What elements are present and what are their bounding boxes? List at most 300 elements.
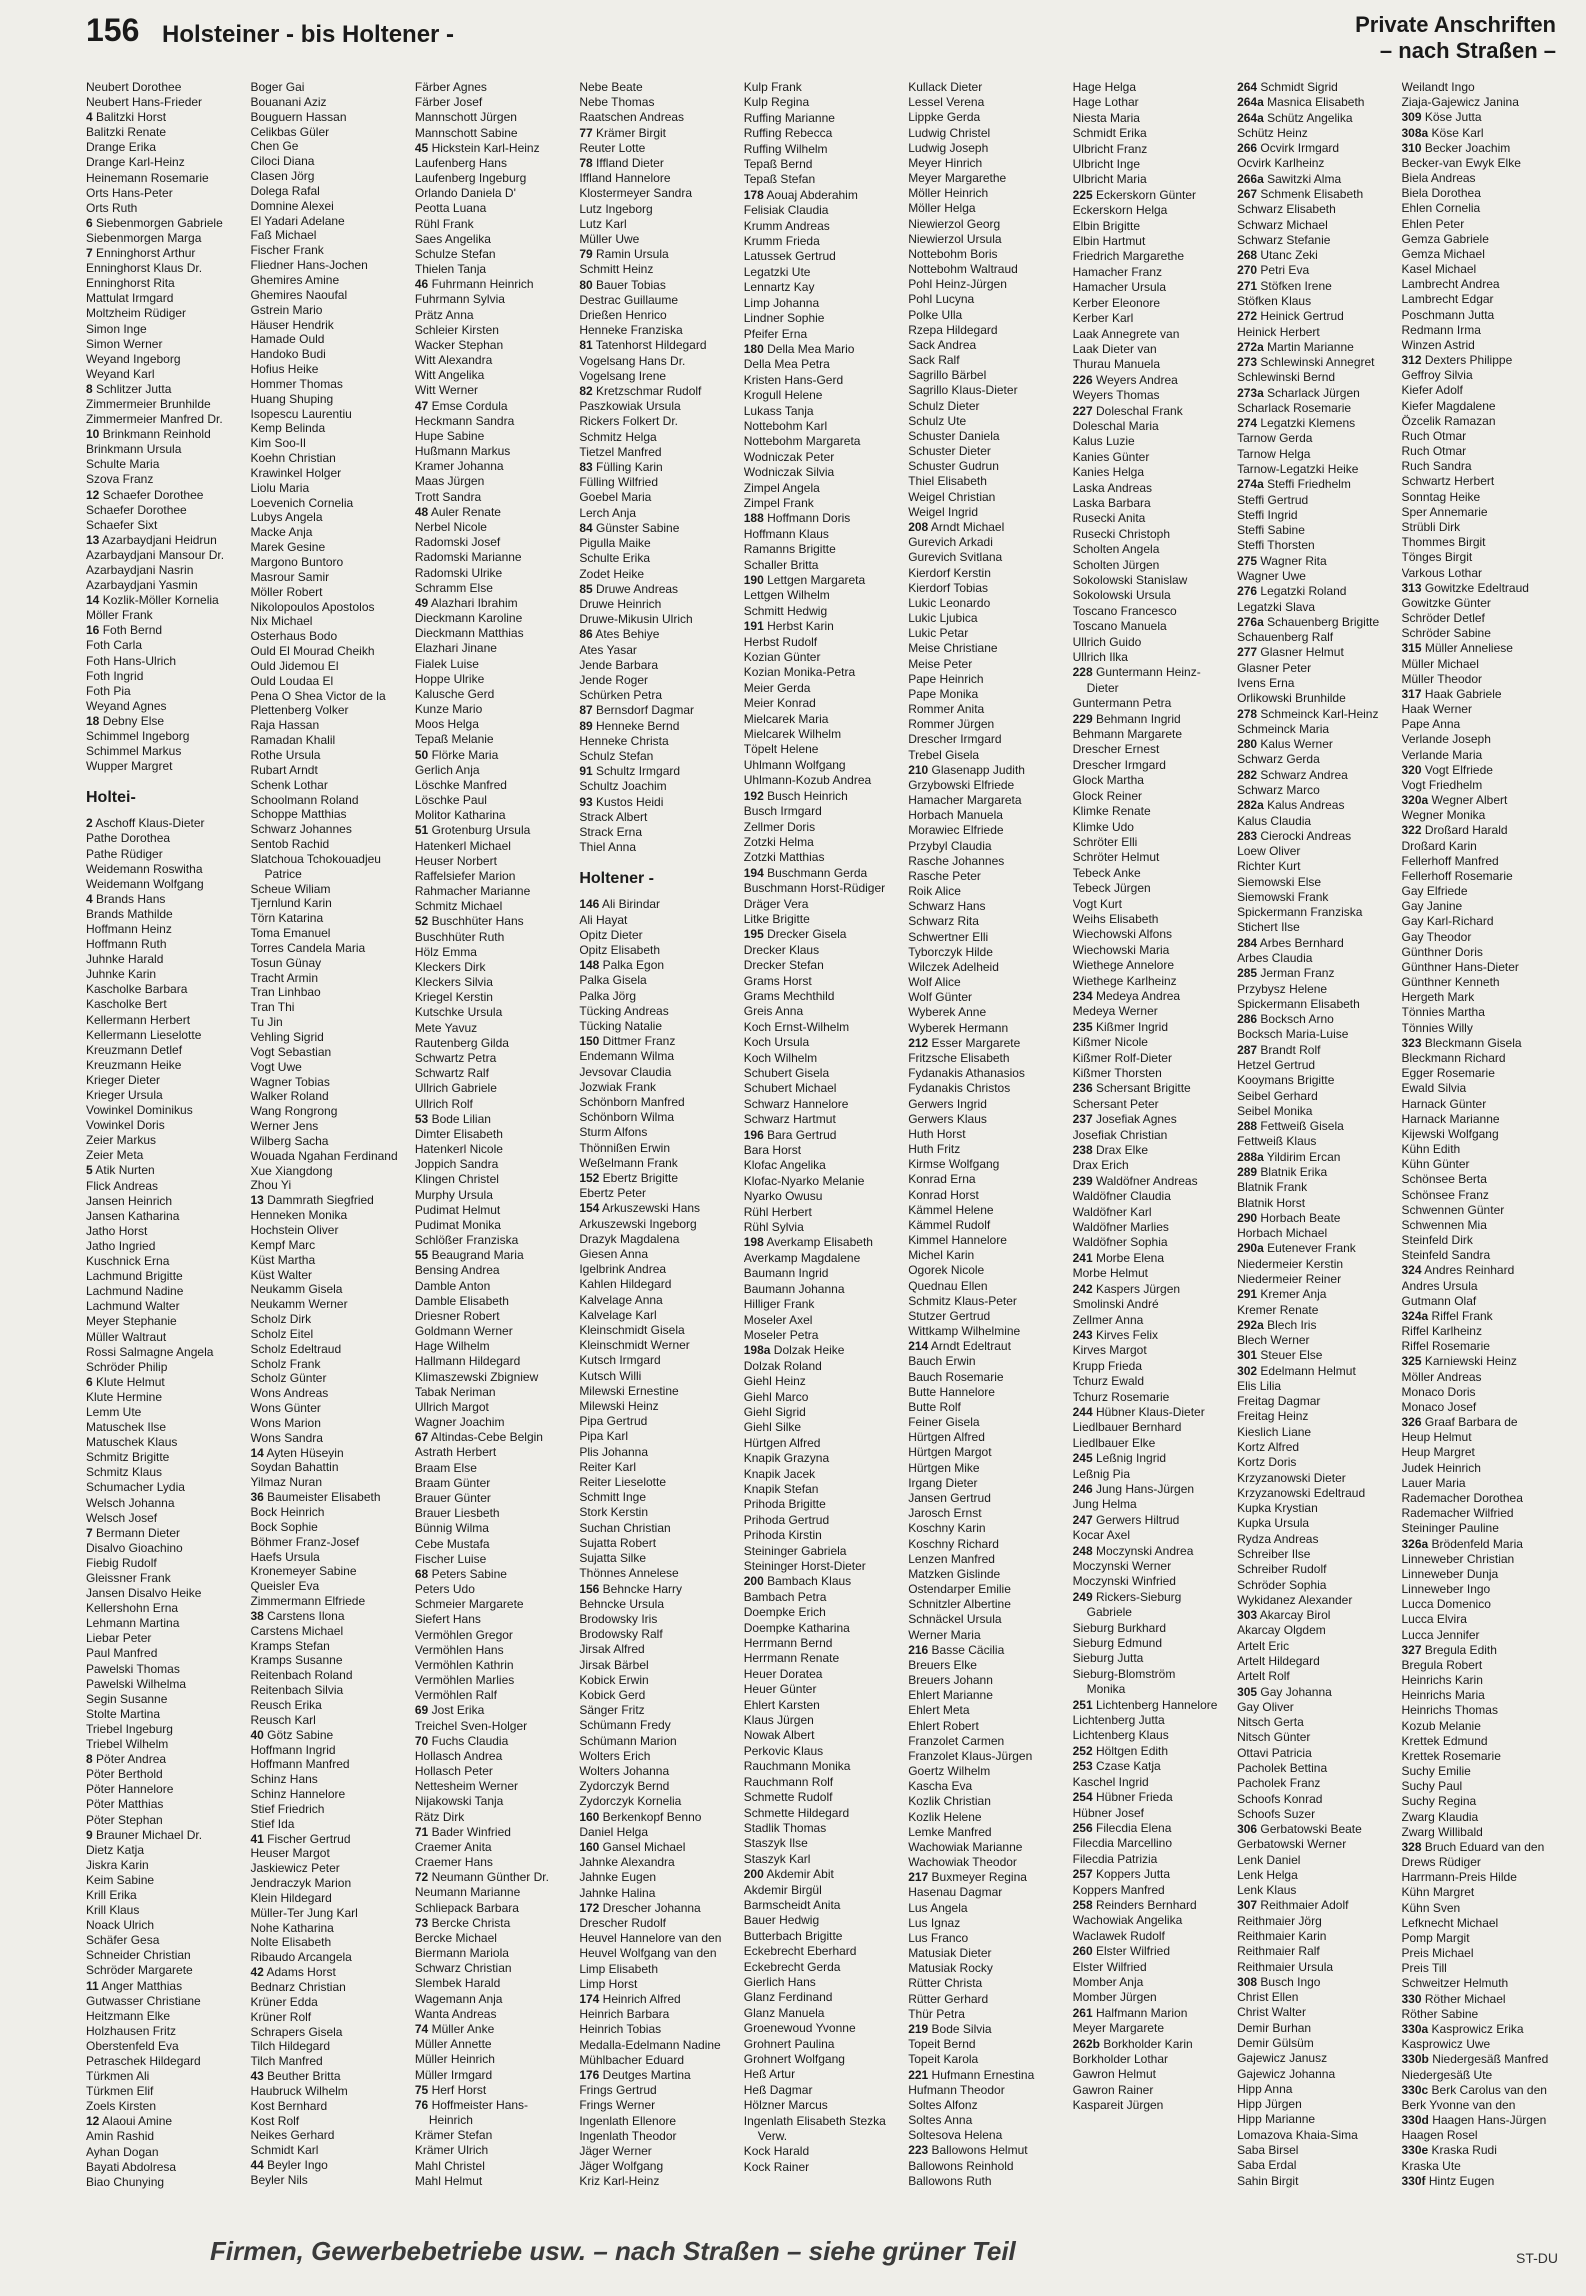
house-number: 326a bbox=[1401, 1536, 1429, 1551]
listing-entry: Daniel Helga bbox=[579, 1824, 649, 1839]
listing-entry: 283 Cierocki Andreas bbox=[1237, 828, 1352, 843]
listing-entry: Akdemir Birgül bbox=[743, 1882, 822, 1897]
listing-entry: Pudimat Monika bbox=[414, 1217, 501, 1232]
listing-entry: Pathe Rüdiger bbox=[86, 846, 163, 861]
listing-entry: 249 Rickers-Sieburg bbox=[1072, 1589, 1182, 1604]
house-number: 245 bbox=[1072, 1451, 1093, 1466]
listing-entry: Varkous Lothar bbox=[1401, 565, 1482, 580]
listing-entry: Hoffmann Klaus bbox=[743, 526, 829, 541]
listing-entry: Rautenberg Gilda bbox=[414, 1035, 509, 1050]
listing-entry: Doleschal Maria bbox=[1072, 418, 1159, 433]
listing-entry: 44 Beyler Ingo bbox=[250, 2158, 328, 2173]
listing-entry: Lukic Petar bbox=[908, 626, 969, 641]
listing-entry: Kobick Erwin bbox=[579, 1672, 649, 1687]
listing-entry: Hoffmann Manfred bbox=[250, 1757, 350, 1772]
listing-entry: Krzyzanowski Edeltraud bbox=[1237, 1485, 1366, 1500]
listing-entry: Milewski Ernestine bbox=[579, 1383, 679, 1398]
listing-entry: Steininger Gabriela bbox=[743, 1543, 847, 1558]
house-number: 308a bbox=[1401, 125, 1429, 140]
listing-entry: Tönges Birgit bbox=[1401, 550, 1473, 565]
listing-entry: Steininger Horst-Dieter bbox=[743, 1559, 866, 1573]
listing-entry: Behmann Margarete bbox=[1072, 727, 1183, 742]
listing-entry: Stolte Martina bbox=[86, 1706, 161, 1721]
listing-entry: Redmann Irma bbox=[1401, 322, 1481, 337]
house-number: 302 bbox=[1237, 1363, 1258, 1378]
listing-entry: Braam Günter bbox=[414, 1475, 491, 1490]
house-number: 253 bbox=[1072, 1759, 1093, 1774]
listing-entry: Craemer Hans bbox=[414, 1855, 493, 1870]
house-number: 7 bbox=[86, 1525, 93, 1540]
listing-entry: Jirsak Bärbel bbox=[579, 1657, 649, 1672]
house-number: 248 bbox=[1072, 1543, 1093, 1558]
listing-entry: Harrmann-Preis Hilde bbox=[1401, 1870, 1517, 1885]
listing-entry: Artelt Rolf bbox=[1237, 1669, 1290, 1684]
listing-entry: Bünnig Wilma bbox=[414, 1521, 489, 1536]
listing-entry: Drange Karl-Heinz bbox=[86, 155, 185, 170]
section-heading-line2: – nach Straßen – bbox=[1379, 38, 1556, 63]
house-number: 160 bbox=[579, 1809, 600, 1824]
listing-entry: Pape Monika bbox=[908, 686, 979, 701]
listing-entry: Wagner Tobias bbox=[250, 1074, 330, 1089]
listing-entry: Schwarz Hans bbox=[908, 899, 986, 914]
house-number: 91 bbox=[579, 764, 593, 779]
listing-entry: Zydorczyk Kornelia bbox=[579, 1794, 682, 1809]
listing-entry: Tabak Neriman bbox=[414, 1384, 496, 1399]
listing-entry: Weyand Karl bbox=[86, 366, 155, 381]
listing-entry: Schoppe Matthias bbox=[250, 807, 347, 822]
listing-entry: Schröter Elli bbox=[1072, 834, 1138, 849]
listing-entry: Schmitt Hedwig bbox=[743, 603, 828, 618]
listing-entry: Pena O Shea Victor de la bbox=[250, 688, 386, 703]
listing-entry-continuation: Gabriele bbox=[1086, 1605, 1132, 1620]
listing-entry: Ghemires Naoufal bbox=[250, 287, 348, 302]
listing-entry: Schultz Joachim bbox=[579, 779, 667, 794]
listing-entry: Molitor Katharina bbox=[414, 808, 506, 823]
listing-entry: 301 Steuer Else bbox=[1237, 1348, 1323, 1363]
street-group-title: Holtei- bbox=[86, 789, 136, 807]
listing-entry: 221 Hufmann Ernestina bbox=[908, 2067, 1035, 2082]
listing-entry: 238 Drax Elke bbox=[1072, 1143, 1149, 1158]
listing-entry: Haubruck Wilhelm bbox=[250, 2083, 348, 2098]
listing-entry: Seibel Monika bbox=[1237, 1103, 1313, 1118]
listing-entry: Hamacher Margareta bbox=[908, 793, 1022, 808]
listing-entry: Peotta Luana bbox=[414, 201, 487, 216]
listing-entry: Reithmaier Ralf bbox=[1237, 1944, 1320, 1959]
listing-entry: 264a Masnica Elisabeth bbox=[1237, 95, 1365, 110]
listing-entry: Greis Anna bbox=[743, 1004, 804, 1019]
house-number: 312 bbox=[1401, 353, 1422, 368]
listing-entry: 330e Kraska Rudi bbox=[1401, 2143, 1497, 2158]
listing-entry: Frings Gertrud bbox=[579, 2083, 657, 2098]
house-number: 252 bbox=[1072, 1743, 1093, 1758]
house-number: 5 bbox=[86, 1163, 93, 1178]
listing-entry: Gay Theodor bbox=[1401, 929, 1472, 944]
listing-entry: Wupper Margret bbox=[86, 759, 173, 774]
listing-entry: Dieckmann Matthias bbox=[414, 626, 524, 641]
house-number: 210 bbox=[908, 762, 929, 777]
listing-entry: Pfeifer Erna bbox=[743, 326, 808, 341]
listing-entry: Felisiak Claudia bbox=[743, 203, 829, 218]
listing-entry: 276 Legatzki Roland bbox=[1237, 584, 1347, 599]
listing-entry: Lucca Jennifer bbox=[1401, 1627, 1480, 1642]
house-number: 87 bbox=[579, 703, 593, 718]
listing-entry: Knapik Grazyna bbox=[743, 1451, 830, 1466]
listing-entry: 303 Akarcay Birol bbox=[1237, 1608, 1331, 1623]
listing-entry: Linneweber Dunja bbox=[1401, 1566, 1499, 1581]
listing-entry: Rätz Dirk bbox=[414, 1809, 465, 1824]
listing-entry: Rommer Jürgen bbox=[908, 717, 995, 732]
listing-entry: Staszyk Karl bbox=[743, 1851, 811, 1866]
house-number: 276a bbox=[1237, 614, 1264, 629]
listing-entry: Krogull Helene bbox=[743, 388, 823, 403]
listing-entry: Reithmaier Jörg bbox=[1237, 1913, 1322, 1928]
listing-entry: Gajewicz Johanna bbox=[1237, 2066, 1336, 2081]
house-number: 267 bbox=[1237, 186, 1258, 201]
house-number: 188 bbox=[743, 511, 764, 526]
listing-entry: 322 Droßard Harald bbox=[1401, 823, 1508, 838]
listing-entry: Kobick Gerd bbox=[579, 1687, 646, 1702]
listing-entry: Müller Annette bbox=[414, 2037, 492, 2052]
listing-entry: Ulbricht Maria bbox=[1072, 172, 1147, 187]
listing-entry: Bambach Petra bbox=[743, 1589, 827, 1604]
house-number: 74 bbox=[414, 2022, 429, 2036]
listing-entry: Kupka Krystian bbox=[1237, 1501, 1318, 1516]
listing-entry: Schulte Erika bbox=[579, 551, 651, 566]
listing-entry: Reiter Karl bbox=[579, 1459, 636, 1474]
listing-entry: Häuser Hendrik bbox=[250, 317, 334, 332]
listing-entry: Zodet Heike bbox=[579, 566, 645, 581]
listing-entry: 248 Moczynski Andrea bbox=[1072, 1543, 1194, 1558]
listing-entry: 196 Bara Gertrud bbox=[743, 1127, 837, 1142]
listing-entry: Thurau Manuela bbox=[1072, 357, 1161, 372]
house-number: 176 bbox=[579, 2068, 600, 2082]
listing-entry: Ziaja-Gajewicz Janina bbox=[1401, 95, 1519, 110]
listing-entry: 83 Fülling Karin bbox=[579, 460, 663, 475]
footer-note: Firmen, Gewerbebetriebe usw. – nach Straßen – siehe grüner Teil bbox=[210, 2236, 1016, 2266]
listing-entry: Tyborczyk Hilde bbox=[908, 944, 993, 959]
listing-entry: Mattulat Irmgard bbox=[86, 291, 174, 306]
listing-entry: Stichert Ilse bbox=[1237, 920, 1300, 935]
listing-entry: Hollasch Peter bbox=[414, 1764, 493, 1779]
listing-entry: Wagner Uwe bbox=[1237, 569, 1306, 583]
listing-entry: 178 Aouaj Abderahim bbox=[743, 187, 858, 202]
listing-entry: Heinrichs Thomas bbox=[1401, 1703, 1498, 1718]
listing-entry: 43 Beuther Britta bbox=[250, 2069, 341, 2084]
listing-entry: Hoffmann Ruth bbox=[86, 937, 167, 952]
listing-entry: Waldöfner Sophia bbox=[1072, 1235, 1168, 1250]
listing-entry: 190 Lettgen Margareta bbox=[743, 573, 866, 587]
listing-entry: Moseler Petra bbox=[743, 1327, 819, 1342]
listing-entry: Bercke Michael bbox=[414, 1930, 497, 1945]
listing-entry: Bauch Rosemarie bbox=[908, 1369, 1004, 1384]
listing-entry: Biao Chunying bbox=[86, 2174, 165, 2189]
listing-entry: Hupe Sabine bbox=[414, 428, 485, 443]
house-number: 282 bbox=[1237, 767, 1258, 782]
listing-entry: Siefert Hans bbox=[414, 1612, 481, 1627]
listing-entry: 276a Schauenberg Brigitte bbox=[1237, 614, 1380, 629]
listing-entry: 75 Herf Horst bbox=[414, 2082, 487, 2097]
listing-entry: Wilberg Sacha bbox=[250, 1133, 329, 1148]
listing-entry: Kozian Günter bbox=[743, 650, 821, 665]
listing-entry: Zotzki Helma bbox=[743, 834, 814, 849]
listing-entry: Guntermann Petra bbox=[1072, 696, 1172, 711]
listing-entry: Weidemann Roswitha bbox=[86, 861, 203, 876]
house-number: 14 bbox=[250, 1445, 264, 1460]
listing-entry: Kascholke Bert bbox=[86, 997, 167, 1012]
listing-entry: Segin Susanne bbox=[86, 1691, 168, 1706]
listing-entry: Schwarz Hannelore bbox=[743, 1096, 849, 1111]
listing-entry: Brodowsky Ralf bbox=[579, 1627, 663, 1642]
listing-entry: Egger Rosemarie bbox=[1401, 1066, 1495, 1081]
listing-entry: 14 Kozlik-Möller Kornelia bbox=[86, 593, 219, 608]
listing-entry: Weßelmann Frank bbox=[579, 1155, 678, 1170]
listing-entry: Balitzki Renate bbox=[86, 125, 167, 140]
listing-entry: Gerlich Anja bbox=[414, 762, 480, 777]
listing-entry: Legatzki Slava bbox=[1237, 599, 1316, 614]
listing-entry: Ruffing Wilhelm bbox=[743, 141, 828, 156]
listing-entry: Bock Sophie bbox=[250, 1519, 318, 1534]
listing-entry: Hilliger Frank bbox=[743, 1297, 815, 1312]
listing-entry: 275 Wagner Rita bbox=[1237, 553, 1327, 568]
listing-entry: Jende Barbara bbox=[579, 657, 659, 672]
listing-entry: 235 Kißmer Ingrid bbox=[1072, 1019, 1169, 1034]
listing-entry: 146 Ali Birindar bbox=[579, 897, 661, 912]
listing-entry: Breuers Johann bbox=[908, 1673, 993, 1688]
listing-entry: Freitag Heinz bbox=[1237, 1409, 1309, 1424]
listing-entry: Franzolet Klaus-Jürgen bbox=[908, 1748, 1033, 1763]
listing-entry: Kalusche Gerd bbox=[414, 686, 495, 701]
listing-entry: Nikolopoulos Apostolos bbox=[250, 599, 375, 614]
listing-entry: Tebeck Anke bbox=[1072, 865, 1141, 880]
listing-entry: 82 Kretzschmar Rudolf bbox=[579, 384, 702, 399]
listing-entry: Tilch Manfred bbox=[250, 2054, 323, 2069]
listing-entry: Huth Fritz bbox=[908, 1142, 961, 1157]
listing-entry: Laufenberg Ingeburg bbox=[414, 171, 527, 186]
listing-entry: Jiskra Karin bbox=[86, 1857, 149, 1872]
listing-entry: Pomp Margit bbox=[1401, 1930, 1470, 1945]
listing-entry: 286 Bocksch Arno bbox=[1237, 1012, 1334, 1027]
listing-entry: Kalus Luzie bbox=[1072, 434, 1135, 449]
listing-entry: Klute Hermine bbox=[86, 1389, 163, 1404]
listing-entry: Vogt Kurt bbox=[1072, 896, 1122, 911]
listing-entry: Nolte Elisabeth bbox=[250, 1935, 332, 1950]
listing-entry: Schröder Sophia bbox=[1237, 1577, 1327, 1592]
listing-entry: Steffi Thorsten bbox=[1237, 538, 1315, 553]
listing-entry: Hürtgen Alfred bbox=[743, 1435, 821, 1450]
listing-entry: Soltes Anna bbox=[908, 2113, 973, 2128]
listing-entry: Schulz Ute bbox=[908, 413, 967, 428]
listing-entry: Hofius Heike bbox=[250, 362, 319, 377]
listing-entry: Kemp Belinda bbox=[250, 421, 326, 436]
house-number: 322 bbox=[1401, 823, 1422, 838]
listing-entry: Lenk Daniel bbox=[1237, 1852, 1301, 1867]
listing-entry: Palka Gisela bbox=[579, 973, 647, 988]
listing-entry: Rasche Peter bbox=[908, 868, 981, 883]
listing-entry: Schaefer Dorothee bbox=[86, 502, 187, 517]
listing-entry: 4 Balitzki Horst bbox=[86, 110, 167, 125]
listing-entry: Haagen Rosel bbox=[1401, 2128, 1478, 2143]
listing-entry: Bauer Hedwig bbox=[743, 1913, 820, 1928]
listing-entry: 282 Schwarz Andrea bbox=[1237, 767, 1348, 782]
listing-entry: Richter Kurt bbox=[1237, 859, 1301, 874]
listing-entry: Steffi Sabine bbox=[1237, 523, 1305, 538]
house-number: 50 bbox=[414, 747, 429, 762]
house-number: 284 bbox=[1237, 935, 1258, 950]
listing-entry: 234 Medeya Andrea bbox=[1072, 988, 1181, 1003]
listing-entry: 274 Legatzki Klemens bbox=[1237, 416, 1356, 431]
listing-entry: Orlando Daniela D' bbox=[414, 186, 516, 201]
house-number: 274a bbox=[1237, 477, 1264, 492]
house-number: 285 bbox=[1237, 966, 1258, 981]
listing-entry: Neukamm Gisela bbox=[250, 1282, 343, 1297]
listing-entry: Behncke Ursula bbox=[579, 1596, 665, 1611]
house-number: 214 bbox=[908, 1339, 929, 1354]
listing-entry: Faß Michael bbox=[250, 228, 317, 243]
listing-entry: Linneweber Ingo bbox=[1401, 1582, 1491, 1597]
listing-entry: Reusch Erika bbox=[250, 1697, 322, 1712]
listing-entry: Ingenlath Theodor bbox=[579, 2128, 677, 2143]
listing-entry: Schmidt Karl bbox=[250, 2143, 319, 2158]
listing-entry: Hetzel Gertrud bbox=[1237, 1058, 1316, 1072]
listing-entry: Jahnke Halina bbox=[579, 1885, 656, 1900]
listing-entry: Fliedner Hans-Jochen bbox=[250, 258, 368, 273]
listing-entry: Schmitz Helga bbox=[579, 429, 657, 444]
listing-entry: Ivens Erna bbox=[1237, 675, 1295, 690]
listing-entry: 87 Bernsdorf Dagmar bbox=[579, 703, 695, 718]
listing-entry: Gurevich Svitlana bbox=[908, 550, 1003, 565]
listing-entry: Schauenberg Ralf bbox=[1237, 630, 1334, 645]
listing-entry: Kijewski Wolfgang bbox=[1401, 1126, 1499, 1141]
listing-entry: Freitag Dagmar bbox=[1237, 1394, 1321, 1409]
listing-entry: 291 Kremer Anja bbox=[1237, 1287, 1327, 1302]
house-number: 330c bbox=[1401, 2082, 1429, 2097]
listing-entry: Brauer Günter bbox=[414, 1490, 491, 1505]
listing-entry: Schwarz Christian bbox=[414, 1961, 512, 1976]
listing-entry: Giehl Sigrid bbox=[743, 1404, 806, 1419]
listing-entry: Krämer Stefan bbox=[414, 2128, 493, 2143]
listing-entry: Heuer Günter bbox=[743, 1682, 817, 1697]
listing-entry: 324a Riffel Frank bbox=[1401, 1308, 1493, 1323]
listing-entry: Saba Birsel bbox=[1237, 2142, 1299, 2157]
listing-entry: Azarbaydjani Mansour Dr. bbox=[86, 547, 225, 562]
listing-entry: Liedlbauer Bernhard bbox=[1072, 1420, 1182, 1435]
listing-entry: Biela Andreas bbox=[1401, 171, 1476, 186]
house-number: 6 bbox=[86, 215, 93, 230]
house-number: 244 bbox=[1072, 1404, 1093, 1419]
listing-entry: Vogelsang Hans Dr. bbox=[579, 353, 686, 368]
listing-entry: Kupka Ursula bbox=[1237, 1516, 1310, 1531]
listing-entry: Neukamm Werner bbox=[250, 1297, 348, 1312]
listing-entry: Pöter Berthold bbox=[86, 1767, 163, 1782]
listing-entry: 236 Schersant Brigitte bbox=[1072, 1081, 1191, 1096]
listing-entry: 195 Drecker Gisela bbox=[743, 927, 847, 942]
listing-entry: Foth Pia bbox=[86, 683, 131, 698]
listing-column-9 bbox=[1402, 80, 1556, 2190]
house-number: 43 bbox=[250, 2069, 264, 2084]
listing-entry: Jarosch Ernst bbox=[908, 1506, 982, 1521]
listing-entry: Krüner Rolf bbox=[250, 2009, 312, 2024]
listing-entry: Lichtenberg Klaus bbox=[1072, 1728, 1169, 1743]
listing-entry: Kocar Axel bbox=[1072, 1528, 1130, 1543]
listing-entry: Schlößer Franziska bbox=[414, 1233, 519, 1248]
listing-entry: 315 Müller Anneliese bbox=[1401, 641, 1513, 656]
listing-entry: 76 Hoffmeister Hans- bbox=[414, 2097, 529, 2112]
house-number: 11 bbox=[86, 1978, 99, 1993]
listing-entry: Jansen Heinrich bbox=[86, 1193, 173, 1208]
listing-entry: Masrour Samir bbox=[250, 569, 330, 584]
house-number: 330f bbox=[1401, 2173, 1426, 2188]
house-number: 200 bbox=[743, 1867, 764, 1882]
listing-entry: Verlande Joseph bbox=[1401, 732, 1491, 747]
listing-entry: Doempke Erich bbox=[743, 1605, 826, 1620]
listing-entry: Töpelt Helene bbox=[743, 742, 819, 757]
listing-entry: Wachowiak Theodor bbox=[908, 1855, 1017, 1870]
listing-entry: Schümann Marion bbox=[579, 1733, 677, 1748]
listing-entry: Schümann Fredy bbox=[579, 1718, 671, 1733]
house-number: 190 bbox=[743, 573, 764, 587]
listing-entry: Sokolowski Stanislaw bbox=[1072, 573, 1188, 587]
listing-entry: Grohnert Paulina bbox=[743, 2036, 835, 2051]
listing-entry: Wons Günter bbox=[250, 1401, 321, 1416]
listing-entry: Momber Anja bbox=[1072, 1974, 1144, 1989]
listing-entry: Lettgen Wilhelm bbox=[743, 588, 830, 603]
listing-entry: 257 Koppers Jutta bbox=[1072, 1867, 1171, 1882]
listing-entry: Schuster Gudrun bbox=[908, 459, 999, 474]
listing-entry: Vehling Sigrid bbox=[250, 1030, 324, 1044]
listing-entry: Schinz Hans bbox=[250, 1772, 318, 1787]
listing-column-5 bbox=[744, 80, 898, 2190]
house-number: 309 bbox=[1401, 110, 1422, 125]
listing-entry: Meyer Margarethe bbox=[908, 171, 1007, 186]
listing-entry: Nottebohm Waltraud bbox=[908, 262, 1018, 277]
house-number: 208 bbox=[908, 519, 929, 534]
house-number: 264a bbox=[1237, 110, 1264, 125]
listing-entry: 266a Sawitzki Alma bbox=[1237, 171, 1342, 186]
house-number: 93 bbox=[579, 794, 593, 809]
listing-entry: Eckerskorn Helga bbox=[1072, 203, 1168, 218]
listing-entry: Queisler Eva bbox=[250, 1579, 320, 1594]
listing-entry: 313 Gowitzke Edeltraud bbox=[1401, 580, 1529, 595]
listing-entry: Laak Dieter van bbox=[1072, 341, 1157, 356]
house-number: 70 bbox=[414, 1733, 429, 1748]
listing-entry: Demir Burhan bbox=[1237, 2020, 1312, 2035]
listing-entry: Heinrich Barbara bbox=[579, 2007, 670, 2022]
listing-entry: Reusch Karl bbox=[250, 1712, 316, 1727]
listing-entry: Knapik Jacek bbox=[743, 1466, 816, 1481]
listing-entry: 91 Schultz Irmgard bbox=[579, 764, 681, 779]
listing-entry: Igelbrink Andrea bbox=[579, 1262, 667, 1277]
listing-entry: Meyer Stephanie bbox=[86, 1314, 177, 1329]
listing-entry: 13 Dammrath Siegfried bbox=[250, 1193, 374, 1208]
listing-entry: Kierdorf Tobias bbox=[908, 580, 989, 595]
listing-entry: 4 Brands Hans bbox=[86, 891, 166, 906]
listing-entry: Schweitzer Helmuth bbox=[1401, 1976, 1509, 1991]
listing-entry: 86 Ates Behiye bbox=[579, 627, 660, 642]
listing-entry: Christ Walter bbox=[1237, 2005, 1306, 2020]
listing-entry: Kooymans Brigitte bbox=[1237, 1073, 1335, 1088]
house-number: 225 bbox=[1072, 187, 1093, 202]
listing-entry: Wiechowski Alfons bbox=[1072, 927, 1172, 942]
listing-entry: Siemowski Else bbox=[1237, 874, 1322, 889]
listing-entry: Beyler Nils bbox=[250, 2172, 308, 2187]
listing-entry: Nijakowski Tanja bbox=[414, 1794, 504, 1809]
house-number: 327 bbox=[1401, 1642, 1422, 1657]
listing-entry: Lus Angela bbox=[908, 1900, 968, 1915]
listing-entry: Klaus Jürgen bbox=[743, 1713, 814, 1728]
listing-entry: Winzen Astrid bbox=[1401, 337, 1475, 352]
listing-entry: Osterhaus Bodo bbox=[250, 629, 338, 644]
listing-entry: Schmitt Heinz bbox=[579, 262, 654, 277]
